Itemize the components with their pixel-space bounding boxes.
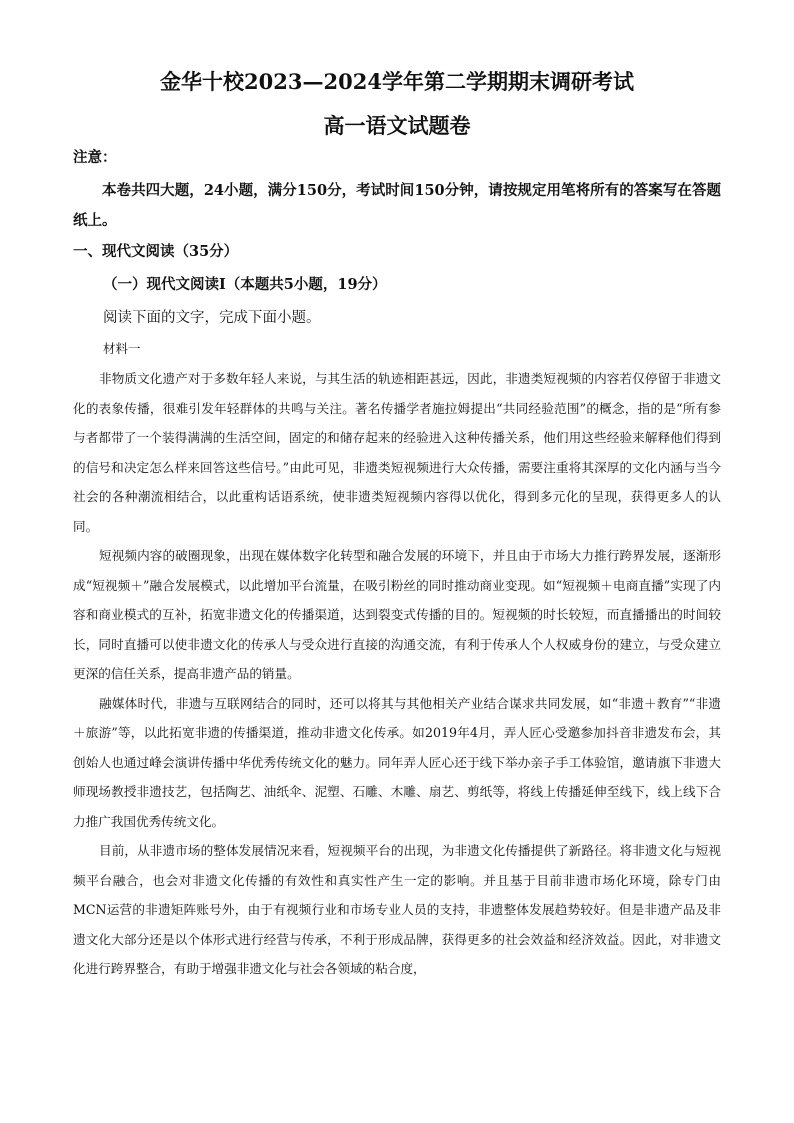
notice-label: 注意： xyxy=(73,149,117,166)
subsection-heading: （一）现代文阅读Ⅰ（本题共5小题，19分） xyxy=(103,276,387,293)
exam-title: 金华十校2023—2024学年第二学期期末调研考试 xyxy=(160,69,634,94)
reading-instruction: 阅读下面的文字，完成下面小题。 xyxy=(103,310,321,326)
paragraph: 非物质文化遗产对于多数年轻人来说，与其生活的轨迹相距甚远，因此，非遗类短视频的内容若仅停留于非遗文化的表象传播，很难引发年轻群体的共鸣与关注。著名传播学者施拉姆提出“共同经验范围”的概念，指的是“所有参与者都带了一个装得满满的生活空间，固定的和储存起来的经验进入这种传播关系，他们用这些经验来解释他们得到的信号和决定怎么样来回答这些信号。”由此可见，非遗类短视频进行大众传播，需要注重将其深厚的文化内涵与当今社会的各种潮流相结合，以此重构话语系统，使非遗类短视频内容得以优化，得到多元化的呈现，获得更多人的认同。 xyxy=(73,371,721,534)
notice-body: 本卷共四大题，24小题，满分150分，考试时间150分钟，请按规定用笔将所有的答案写在答题纸上。 xyxy=(73,182,721,229)
material-text xyxy=(73,364,721,984)
paragraph: 短视频内容的破圈现象，出现在媒体数字化转型和融合发展的环境下，并且由于市场大力推行跨界发展，逐渐形成“短视频＋”融合发展模式，以此增加平台流量，在吸引粉丝的同时推动商业变现。如“短视频＋电商直播”实现了内容和商业模式的互补，拓宽非遗文化的传播渠道，达到裂变式传播的目的。短视频的时长较短，而直播播出的时间较长，同时直播可以使非遗文化的传承人与受众进行直接的沟通交流，有利于传承人个人权威身份的建立，与受众建立更深的信任关系，提高非遗产品的销量。 xyxy=(73,548,721,681)
paragraph: 目前，从非遗市场的整体发展情况来看，短视频平台的出现，为非遗文化传播提供了新路径。将非遗文化与短视频平台融合，也会对非遗文化传播的有效性和真实性产生一定的影响。并且基于目前非遗市场化环境，除专门由MCN运营的非遗矩阵账号外，由于有视频行业和市场专业人员的支持，非遗整体发展趋势较好。但是非遗产品及非遗文化大部分还是以个体形式进行经营与传承，不利于形成品牌，获得更多的社会效益和经济效益。因此，对非遗文化进行跨界整合，有助于增强非遗文化与社会各领域的粘合度， xyxy=(73,843,721,976)
paragraph: 融媒体时代，非遗与互联网结合的同时，还可以将其与其他相关产业结合谋求共同发展，如“非遗＋教育”“非遗＋旅游”等，以此拓宽非遗的传播渠道，推动非遗文化传承。如2019年4月，弄人匠心受邀参加抖音非遗发布会，其创始人也通过峰会演讲传播中华优秀传统文化的魅力。同年弄人匠心还于线下举办亲子手工体验馆，邀请旗下非遗大师现场教授非遗技艺，包括陶艺、油纸伞、泥塑、石雕、木雕、扇艺、剪纸等，将线上传播延伸至线下，线上线下合力推广我国优秀传统文化。 xyxy=(73,695,721,829)
section-heading: 一、现代文阅读（35分） xyxy=(73,243,239,260)
exam-subtitle: 高一语文试题卷 xyxy=(323,113,471,138)
material-label: 材料一 xyxy=(103,341,141,356)
